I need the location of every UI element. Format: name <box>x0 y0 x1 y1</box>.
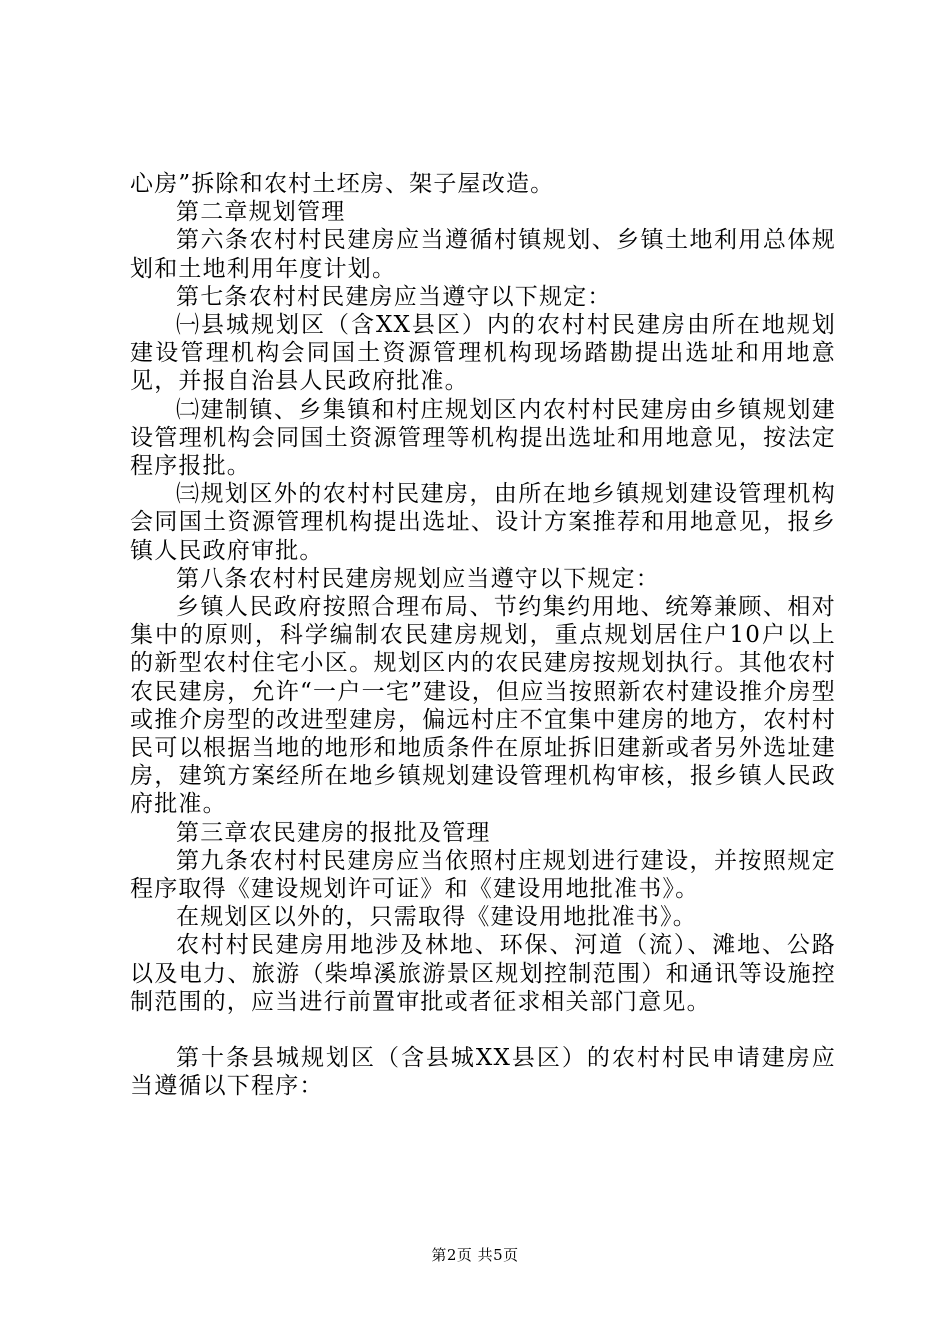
article-8-body: 乡镇人民政府按照合理布局、节约集约用地、统筹兼顾、相对集中的原则，科学编制农民建房规划，重点规划居住户10户以上的新型农村住宅小区。规划区内的农民建房按规划执行。其他农村农民建房，允许“一户一宅”建设，但应当按照新农村建设推介房型或推介房型的改进型建房，偏远村庄不宜集中建房的地方，农村村民可以根据当地的地形和地质条件在原址拆旧建新或者另外选址建房，建筑方案经所在地乡镇规划建设管理机构审核，报乡镇人民政府批准。 <box>130 594 836 818</box>
chapter-heading-3: 第三章农民建房的报批及管理 <box>176 819 491 846</box>
chapter-heading-2: 第二章规划管理 <box>176 199 346 226</box>
article-7: 第七条农村村民建房应当遵守以下规定： <box>176 283 612 310</box>
document-body <box>130 170 836 1101</box>
article-6: 第六条农村村民建房应当遵循村镇规划、乡镇土地利用总体规划和土地利用年度计划。 <box>130 227 836 282</box>
paragraph-continuation: 心房”拆除和农村土坯房、架子屋改造。 <box>130 171 555 197</box>
article-7-item-3: ㈢规划区外的农村村民建房，由所在地乡镇规划建设管理机构会同国土资源管理机构提出选址、设计方案推荐和用地意见，报乡镇人民政府审批。 <box>130 481 836 564</box>
article-10: 第十条县城规划区（含县城XX县区）的农村村民申请建房应当遵循以下程序： <box>130 1045 836 1100</box>
page-number: 第2页 共5页 <box>431 1246 519 1264</box>
article-7-item-1: ㈠县城规划区（含XX县区）内的农村村民建房由所在地规划建设管理机构会同国土资源管理机构现场踏勘提出选址和用地意见，并报自治县人民政府批准。 <box>130 312 836 395</box>
article-9-preapproval: 农村村民建房用地涉及林地、环保、河道（流）、滩地、公路以及电力、旅游（柴埠溪旅游景区规划控制范围）和通讯等设施控制范围的，应当进行前置审批或者征求相关部门意见。 <box>130 932 836 1015</box>
article-7-item-2: ㈡建制镇、乡集镇和村庄规划区内农村村民建房由乡镇规划建设管理机构会同国土资源管理等机构提出选址和用地意见，按法定程序报批。 <box>130 396 836 480</box>
article-8: 第八条农村村民建房规划应当遵守以下规定： <box>176 565 660 592</box>
article-9-outside: 在规划区以外的，只需取得《建设用地批准书》。 <box>176 904 697 931</box>
article-9: 第九条农村村民建房应当依照村庄规划进行建设，并按照规定程序取得《建设规划许可证》和《建设用地批准书》。 <box>130 847 836 903</box>
